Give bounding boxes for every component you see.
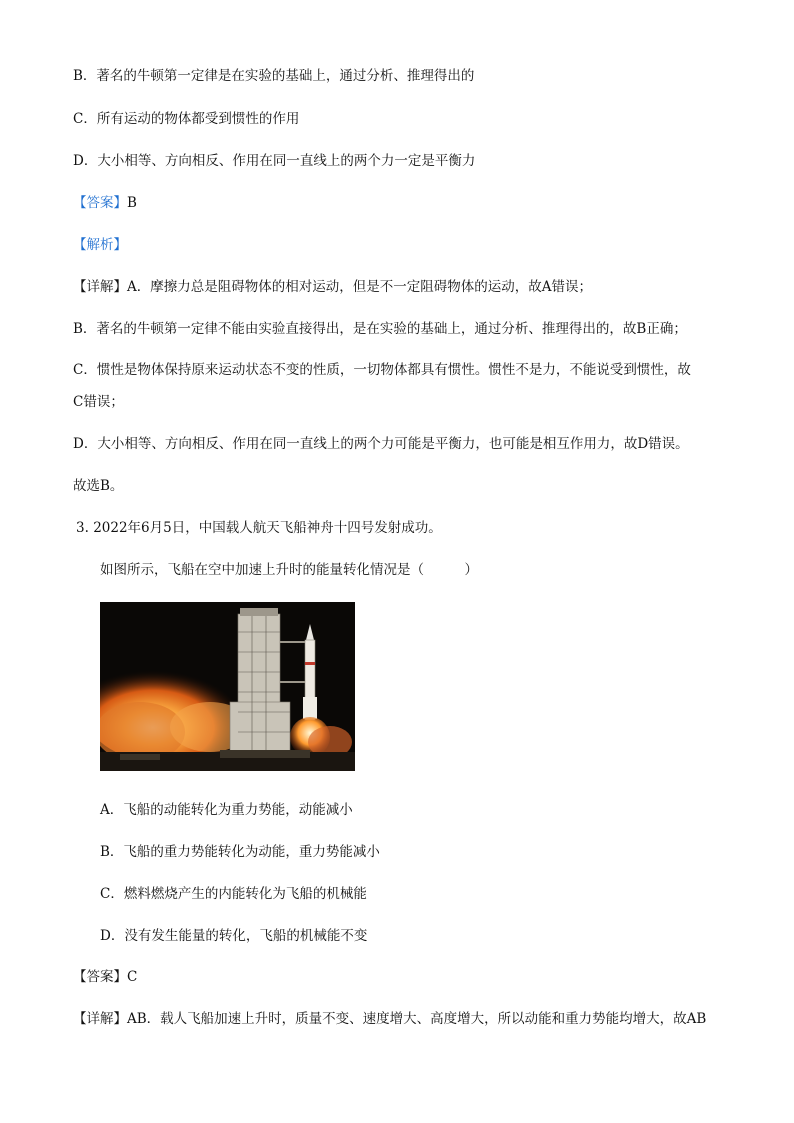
detail-a-text: A．摩擦力总是阻碍物体的相对运动，但是不一定阻碍物体的运动，故A错误； — [127, 279, 592, 295]
q3-option-b: B．飞船的重力势能转化为动能，重力势能减小 — [100, 844, 380, 860]
analysis-label: 【解析】 — [73, 237, 127, 253]
rocket-launch-photo — [100, 602, 355, 771]
q2-conclusion: 故选B。 — [73, 478, 124, 494]
answer-value: B — [127, 195, 137, 211]
q2-detail-b: B．著名的牛顿第一定律不能由实验直接得出，是在实验的基础上，通过分析、推理得出的，故B正确； — [73, 321, 687, 337]
q3-option-c: C．燃料燃烧产生的内能转化为飞船的机械能 — [100, 886, 367, 902]
q2-detail-c-line2: C错误； — [73, 394, 124, 410]
detail-ab-text: AB．载人飞船加速上升时，质量不变、速度增大、高度增大，所以动能和重力势能均增大，故AB — [127, 1011, 707, 1027]
q3-detail-ab — [73, 1009, 706, 1029]
q2-analysis-label — [73, 235, 127, 255]
q2-detail-c-line1: C．惯性是物体保持原来运动状态不变的性质，一切物体都具有惯性。惯性不是力，不能说受到惯性，故 — [73, 362, 691, 378]
q3-stem-text: 2022年6月5日，中国载人航天飞船神舟十四号发射成功。 — [93, 520, 442, 536]
q2-option-c: C．所有运动的物体都受到惯性的作用 — [73, 111, 300, 127]
q3-stem — [76, 518, 442, 538]
q3-option-d: D．没有发生能量的转化，飞船的机械能不变 — [100, 928, 368, 944]
answer-label: 【答案】 — [73, 195, 127, 211]
q2-answer — [73, 193, 137, 213]
answer-label: 【答案】 — [73, 969, 127, 985]
q2-option-d: D．大小相等、方向相反、作用在同一直线上的两个力一定是平衡力 — [73, 153, 476, 169]
q2-detail-d: D．大小相等、方向相反、作用在同一直线上的两个力可能是平衡力，也可能是相互作用力，故D错误。 — [73, 436, 689, 452]
q2-option-b: B．著名的牛顿第一定律是在实验的基础上，通过分析、推理得出的 — [73, 68, 475, 84]
detail-label: 【详解】 — [73, 1011, 127, 1027]
answer-value: C — [127, 969, 138, 985]
q3-answer — [73, 967, 137, 987]
q3-option-a: A．飞船的动能转化为重力势能，动能减小 — [100, 802, 353, 818]
detail-label: 【详解】 — [73, 279, 127, 295]
q3-number: 3. — [76, 520, 89, 536]
q2-detail-a — [73, 277, 592, 297]
q3-prompt: 如图所示，飞船在空中加速上升时的能量转化情况是（ ） — [100, 562, 478, 578]
